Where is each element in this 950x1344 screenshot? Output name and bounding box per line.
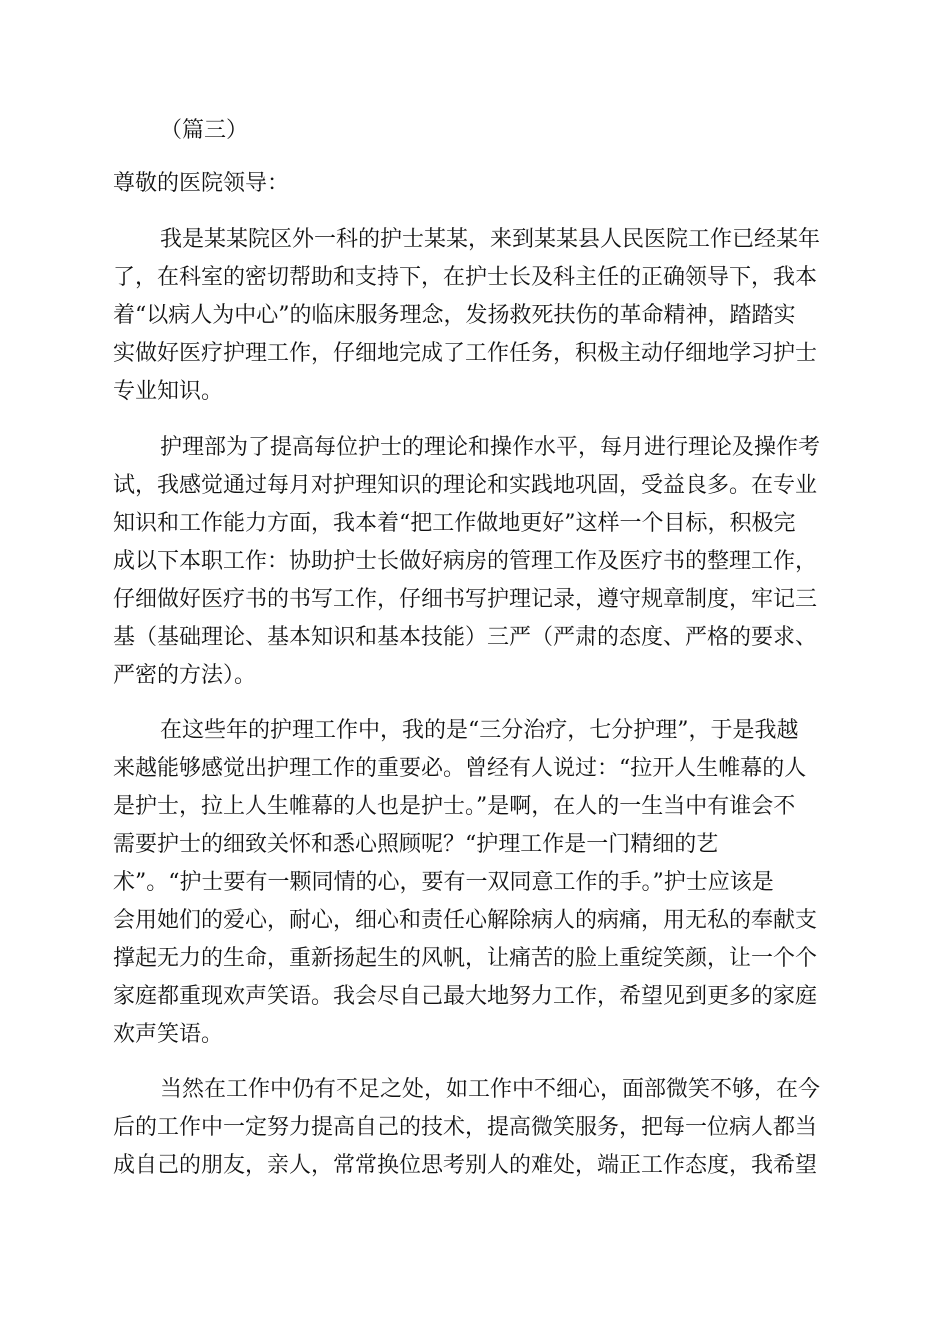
paragraph-3-line-3: 是护士，拉上人生帷幕的人也是护士。”是啊，在人的一生当中有谁会不: [113, 794, 796, 819]
paragraph-1-line-1: 我是某某院区外一科的护士某某，来到某某县人民医院工作已经某年: [160, 227, 821, 252]
paragraph-4-line-2: 后的工作中一定努力提高自己的技术，提高微笑服务，把每一位病人都当: [113, 1115, 818, 1140]
salutation: 尊敬的医院领导：: [113, 171, 290, 196]
paragraph-1-line-3: 着“以病人为中心”的临床服务理念，发扬救死扶伤的革命精神，踏踏实: [113, 303, 796, 328]
paragraph-3-line-6: 会用她们的爱心，耐心，细心和责任心解除病人的病痛，用无私的奉献支: [113, 908, 818, 933]
paragraph-3-line-9: 欢声笑语。: [113, 1022, 224, 1047]
paragraph-3-line-7: 撑起无力的生命，重新扬起生的风帆，让痛苦的脸上重绽笑颜，让一个个: [113, 946, 818, 971]
paragraph-4-line-1: 当然在工作中仍有不足之处，如工作中不细心，面部微笑不够，在今: [160, 1077, 821, 1102]
paragraph-3-line-1: 在这些年的护理工作中，我的是“三分治疗，七分护理”，于是我越: [160, 718, 799, 743]
paragraph-2-line-5: 仔细做好医疗书的书写工作，仔细书写护理记录，遵守规章制度，牢记三: [113, 587, 818, 612]
paragraph-3-line-2: 来越能够感觉出护理工作的重要必。曾经有人说过：“拉开人生帷幕的人: [113, 756, 807, 781]
paragraph-1-line-2: 了，在科室的密切帮助和支持下，在护士长及科主任的正确领导下，我本: [113, 265, 818, 290]
paragraph-2-line-7: 严密的方法）。: [113, 663, 257, 688]
paragraph-3-line-8: 家庭都重现欢声笑语。我会尽自己最大地努力工作，希望见到更多的家庭: [113, 984, 818, 1009]
section-heading: （篇三）: [160, 118, 249, 143]
paragraph-3-line-5: 术”。“护士要有一颗同情的心，要有一双同意工作的手。”护士应该是: [113, 870, 774, 895]
paragraph-2-line-4: 成以下本职工作：协助护士长做好病房的管理工作及医疗书的整理工作，: [113, 549, 818, 574]
paragraph-2-line-2: 试，我感觉通过每月对护理知识的理论和实践地巩固，受益良多。在专业: [113, 473, 818, 498]
paragraph-2-line-6: 基（基础理论、基本知识和基本技能）三严（严肃的态度、严格的要求、: [113, 625, 818, 650]
paragraph-2-line-3: 知识和工作能力方面，我本着“把工作做地更好”这样一个目标，积极完: [113, 511, 796, 536]
paragraph-1-line-4: 实做好医疗护理工作，仔细地完成了工作任务，积极主动仔细地学习护士: [113, 341, 818, 366]
paragraph-4-line-3: 成自己的朋友，亲人，常常换位思考别人的难处，端正工作态度，我希望: [113, 1153, 818, 1178]
paragraph-1-line-5: 专业知识。: [113, 379, 224, 404]
paragraph-3-line-4: 需要护士的细致关怀和悉心照顾呢？“护理工作是一门精细的艺: [113, 832, 719, 857]
paragraph-2-line-1: 护理部为了提高每位护士的理论和操作水平，每月进行理论及操作考: [160, 435, 821, 460]
